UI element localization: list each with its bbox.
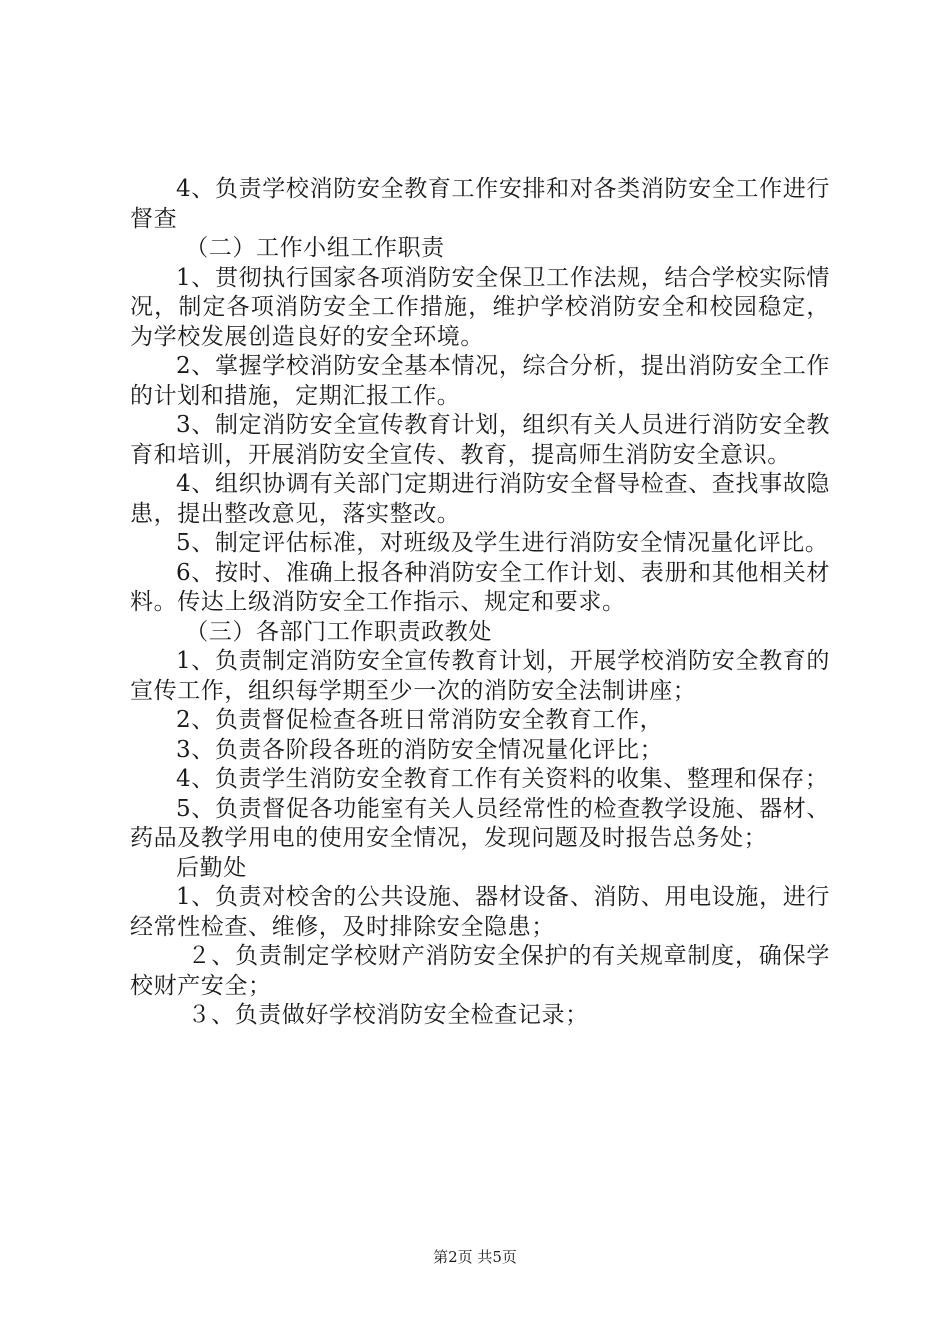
paragraph-group-duty-5: 5、制定评估标准，对班级及学生进行消防安全情况量化评比。 xyxy=(176,530,829,556)
paragraph-logistics-duty-1: 1、负责对校舍的公共设施、器材设备、消防、用电设施，进行经常性检查、维修，及时排除安全隐患； xyxy=(130,884,830,940)
paragraph-duty-4-supervision: 4、负责学校消防安全教育工作安排和对各类消防安全工作进行督查 xyxy=(130,176,830,232)
page-number-footer: 第2页 共5页 xyxy=(433,1248,517,1266)
paragraph-logistics-duty-2: ２、负责制定学校财产消防安全保护的有关规章制度，确保学校财产安全； xyxy=(130,943,830,999)
paragraph-group-duty-3: 3、制定消防安全宣传教育计划，组织有关人员进行消防安全教育和培训，开展消防安全宣传、教育，提高师生消防安全意识。 xyxy=(130,412,830,468)
section-heading-logistics: 后勤处 xyxy=(176,854,247,881)
document-body xyxy=(130,175,830,1031)
paragraph-group-duty-2: 2、掌握学校消防安全基本情况，综合分析，提出消防安全工作的计划和措施，定期汇报工作。 xyxy=(130,353,830,409)
paragraph-group-duty-4: 4、组织协调有关部门定期进行消防安全督导检查、查找事故隐患，提出整改意见，落实整改。 xyxy=(130,471,830,527)
paragraph-dept-duty-3: 3、负责各阶段各班的消防安全情况量化评比； xyxy=(176,736,664,763)
paragraph-dept-duty-4: 4、负责学生消防安全教育工作有关资料的收集、整理和保存； xyxy=(176,766,829,792)
paragraph-dept-duty-2: 2、负责督促检查各班日常消防安全教育工作， xyxy=(176,707,664,733)
paragraph-logistics-duty-3: ３、负责做好学校消防安全检查记录； xyxy=(187,1002,589,1028)
paragraph-dept-duty-1: 1、负责制定消防安全宣传教育计划，开展学校消防安全教育的宣传工作，组织每学期至少一次的消防安全法制讲座； xyxy=(130,648,830,704)
section-heading-working-group: （二）工作小组工作职责 xyxy=(185,235,445,261)
paragraph-dept-duty-5: 5、负责督促各功能室有关人员经常性的检查教学设施、器材、药品及教学用电的使用安全情况，发现问题及时报告总务处； xyxy=(130,795,830,851)
section-heading-departments: （三）各部门工作职责政教处 xyxy=(185,618,492,645)
paragraph-group-duty-1: 1、贯彻执行国家各项消防安全保卫工作法规，结合学校实际情况，制定各项消防安全工作措施，维护学校消防安全和校园稳定，为学校发展创造良好的安全环境。 xyxy=(130,264,830,350)
paragraph-group-duty-6: 6、按时、准确上报各种消防安全工作计划、表册和其他相关材料。传达上级消防安全工作指示、规定和要求。 xyxy=(130,559,830,615)
